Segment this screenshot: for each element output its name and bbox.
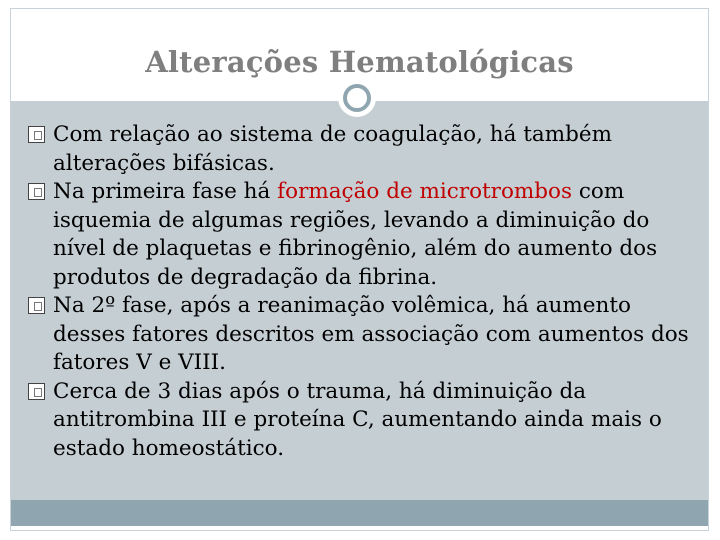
bullet-item bbox=[28, 121, 698, 178]
bullet-item bbox=[28, 378, 698, 464]
circle-ornament-icon bbox=[343, 84, 371, 112]
bottom-bar bbox=[11, 500, 708, 526]
bullet-text: Cerca de 3 dias após o trauma, há diminuição da antitrombina III e proteína C, aumentando ainda mais o estado homeostático. bbox=[53, 378, 662, 461]
bullet-list bbox=[28, 121, 698, 463]
bullet-marker-icon bbox=[28, 126, 45, 143]
bullet-marker-icon bbox=[28, 183, 45, 200]
slide-title: Alterações Hematológicas bbox=[145, 45, 574, 79]
bullet-marker-icon bbox=[28, 297, 45, 314]
highlighted-term: formação de microtrombos bbox=[277, 179, 573, 204]
bullet-item bbox=[28, 292, 698, 378]
bullet-text-before: Na primeira fase há bbox=[53, 179, 278, 204]
bullet-text: Com relação ao sistema de coagulação, há também alterações bifásicas. bbox=[53, 122, 613, 176]
bullet-item bbox=[28, 178, 698, 292]
bullet-text-after: com isquemia de algumas regiões, levando a diminuição do nível de plaquetas e fibrinogênio, além do aumento dos produtos de degradação da fibrina. bbox=[53, 179, 658, 290]
bullet-marker-icon bbox=[28, 383, 45, 400]
bullet-text: Na 2º fase, após a reanimação volêmica, há aumento desses fatores descritos em associação com aumentos dos fatores V e VIII. bbox=[53, 293, 689, 375]
